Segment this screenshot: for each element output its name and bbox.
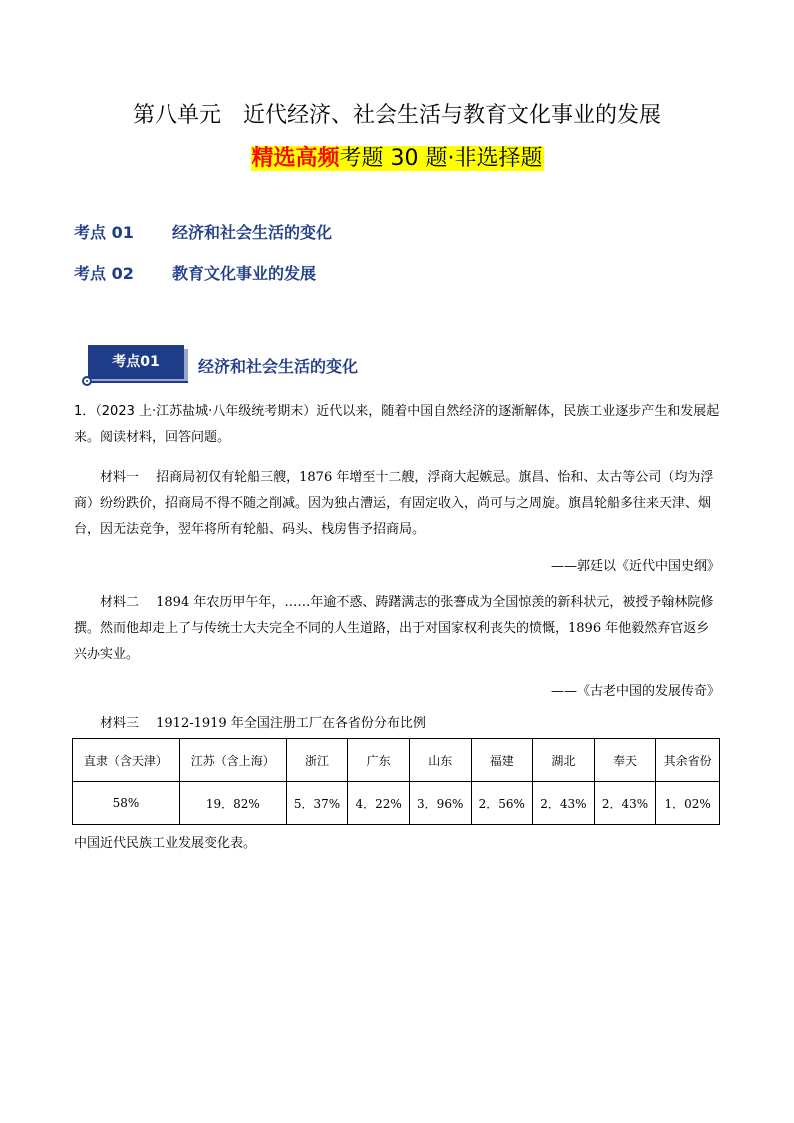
table-cell: 58% (73, 782, 180, 825)
badge-underline (88, 381, 188, 383)
material-1: 材料一 招商局初仅有轮船三艘，1876 年增至十二艘，浮商大起嫉忌。旗昌、怡和、太古等公司（均为浮商）纷纷跌价，招商局不得不随之削减。因为独占漕运，有固定收入，尚可与之周旋。旗昌轮船多往来天津、烟台，因无法竞争，翌年将所有轮船、码头、栈房售予招商局。 (74, 470, 714, 537)
section-badge (80, 345, 190, 389)
material-1-source: ——郭廷以《近代中国史纲》 (550, 559, 720, 574)
toc-code: 考点 01 (74, 223, 134, 242)
table-cell: 2．56% (471, 782, 533, 825)
material-3-label: 材料三 1912-1919 年全国注册工厂在各省份分布比例 (100, 716, 426, 731)
table-header-row (73, 739, 720, 782)
table-note: 中国近代民族工业发展变化表。 (74, 836, 257, 851)
document-subtitle (0, 144, 794, 174)
table-cell: 3．96% (409, 782, 471, 825)
subtitle-highlight: 精选高频 (251, 146, 340, 171)
section-title: 经济和社会生活的变化 (198, 357, 359, 376)
table-header-cell: 广东 (348, 739, 410, 782)
table-header-cell: 江苏（含上海） (179, 739, 286, 782)
table-header-cell: 奉天 (594, 739, 656, 782)
badge-dot-icon (82, 376, 92, 386)
document-title: 第八单元 近代经济、社会生活与教育文化事业的发展 (132, 103, 661, 128)
factory-distribution-table (72, 738, 720, 825)
table-cell: 1．02% (656, 782, 720, 825)
table-header-cell: 浙江 (286, 739, 348, 782)
toc-label: 教育文化事业的发展 (172, 264, 317, 283)
section-badge-label: 考点01 (88, 345, 184, 379)
table-header-cell: 山东 (409, 739, 471, 782)
material-2: 材料二 1894 年农历甲午年，……年逾不惑、踌躇满志的张謇成为全国惊羡的新科状元，被授予翰林院修撰。然而他却走上了与传统士大夫完全不同的人生道路，出于对国家权利丧失的愤慨，1896 年他毅然弃官返乡兴办实业。 (74, 595, 714, 662)
toc-code: 考点 02 (74, 264, 134, 283)
toc-item-2[interactable] (74, 261, 316, 284)
toc-item-1[interactable] (74, 220, 332, 243)
table-row (73, 782, 720, 825)
table-header-cell: 湖北 (533, 739, 595, 782)
subtitle-rest: 考题 30 题·非选择题 (339, 146, 543, 171)
table-cell: 4．22% (348, 782, 410, 825)
table-header-cell: 直隶（含天津） (73, 739, 180, 782)
question-1-stem: 1．（2023 上·江苏盐城·八年级统考期末）近代以来，随着中国自然经济的逐渐解体，民族工业逐步产生和发展起来。阅读材料，回答问题。 (74, 404, 720, 445)
table-header-cell: 福建 (471, 739, 533, 782)
table-cell: 5．37% (286, 782, 348, 825)
table-cell: 2．43% (533, 782, 595, 825)
material-2-source: ——《古老中国的发展传奇》 (550, 684, 720, 699)
toc-label: 经济和社会生活的变化 (172, 223, 333, 242)
table-cell: 19．82% (179, 782, 286, 825)
table-header-cell: 其余省份 (656, 739, 720, 782)
table-cell: 2．43% (594, 782, 656, 825)
